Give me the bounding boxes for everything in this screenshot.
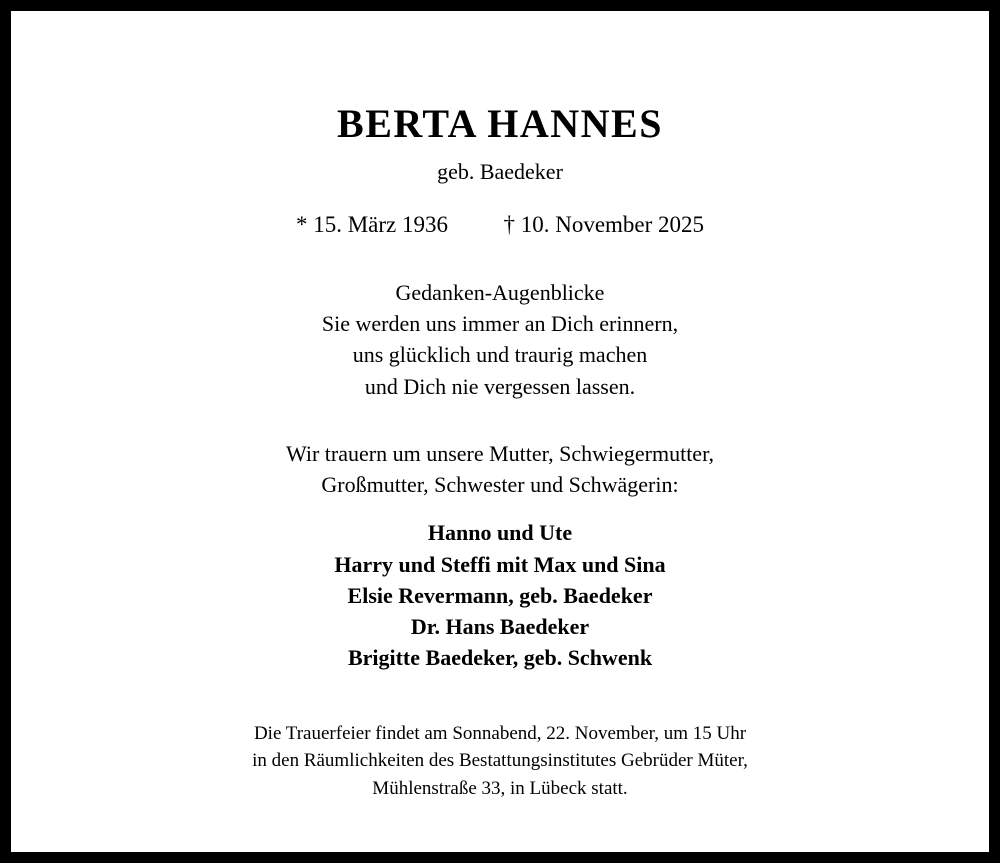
survivors-list xyxy=(71,517,929,673)
ceremony-line: in den Räumlichkeiten des Bestattungsinstitutes Gebrüder Müter, xyxy=(252,750,748,772)
death-date: † 10. November 2025 xyxy=(503,212,705,238)
obituary-content xyxy=(11,11,989,852)
life-dates xyxy=(71,211,929,239)
survivor-line: Hanno und Ute xyxy=(427,520,573,546)
maiden-name: geb. Baedeker xyxy=(437,159,563,184)
verse-line: Sie werden uns immer an Dich erinnern, xyxy=(321,311,679,337)
ceremony-line: Die Trauerfeier findet am Sonnabend, 22. November, um 15 Uhr xyxy=(253,722,747,744)
ceremony-details xyxy=(71,720,929,803)
mourning-intro-line: Wir trauern um unsere Mutter, Schwiegermutter, xyxy=(285,440,715,466)
birth-date: * 15. März 1936 xyxy=(295,212,448,238)
survivor-line: Brigitte Baedeker, geb. Schwenk xyxy=(347,645,653,671)
survivor-line: Elsie Revermann, geb. Baedeker xyxy=(347,582,653,608)
ceremony-line: Mühlenstraße 33, in Lübeck statt. xyxy=(372,777,628,799)
deceased-name: BERTA HANNES xyxy=(337,101,663,146)
mourning-introduction xyxy=(71,438,929,500)
survivor-line: Dr. Hans Baedeker xyxy=(410,614,590,640)
survivor-line: Harry und Steffi mit Max und Sina xyxy=(334,551,666,577)
obituary-card xyxy=(9,9,991,854)
verse-line: uns glücklich und traurig machen xyxy=(352,342,648,368)
memorial-verse xyxy=(71,277,929,402)
verse-line: Gedanken-Augenblicke xyxy=(395,279,605,305)
mourning-intro-line: Großmutter, Schwester und Schwägerin: xyxy=(321,472,679,498)
verse-line: und Dich nie vergessen lassen. xyxy=(364,373,636,399)
